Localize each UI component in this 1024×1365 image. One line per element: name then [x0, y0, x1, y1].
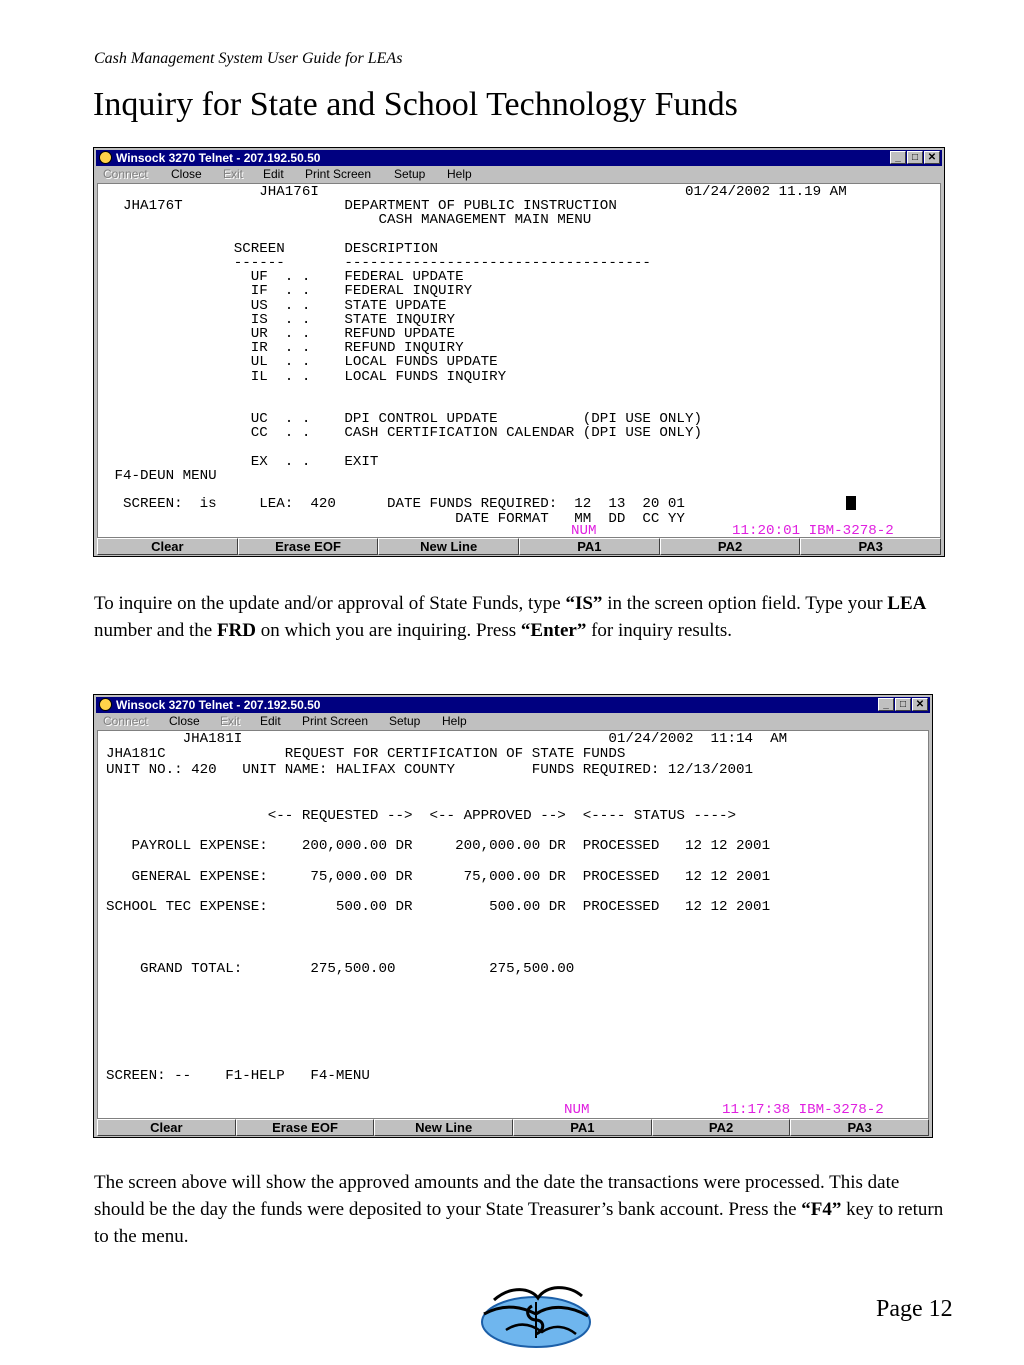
terminal-line: GRAND TOTAL: 275,500.00 275,500.00	[106, 960, 575, 977]
key-clear[interactable]: Clear	[97, 1119, 236, 1136]
key-clear[interactable]: Clear	[97, 538, 238, 555]
key-pa1[interactable]: PA1	[513, 1119, 652, 1136]
page-title: Inquiry for State and School Technology Funds	[93, 86, 738, 123]
terminal-line: JHA181I 01/24/2002 11:14 AM	[106, 731, 788, 747]
menu-close[interactable]: Close	[171, 167, 202, 181]
terminal-line: JHA181C REQUEST FOR CERTIFICATION OF STATE FUNDS	[106, 746, 626, 763]
terminal-line: UC . . DPI CONTROL UPDATE (DPI USE ONLY)	[106, 411, 702, 428]
menu-print-screen[interactable]: Print Screen	[302, 714, 369, 728]
close-icon[interactable]: ✕	[912, 698, 928, 711]
closing-paragraph	[94, 1169, 944, 1250]
menu-bar	[96, 713, 930, 730]
terminal-line: IR . . REFUND INQUIRY	[106, 340, 464, 357]
terminal-line: UNIT NO.: 420 UNIT NAME: HALIFAX COUNTY FUNDS REQUIRED: 12/13/2001	[106, 761, 754, 778]
terminal-line: SCREEN DESCRIPTION	[106, 240, 439, 257]
key-pa3[interactable]: PA3	[800, 538, 941, 555]
key-pa3[interactable]: PA3	[790, 1119, 929, 1136]
menu-help[interactable]: Help	[447, 167, 472, 181]
function-keys	[97, 1119, 929, 1136]
function-keys	[97, 538, 941, 555]
text: for inquiry results.	[586, 620, 732, 641]
terminal-line: SCREEN: -- F1-HELP F4-MENU	[106, 1067, 370, 1084]
window-title: Winsock 3270 Telnet - 207.192.50.50	[116, 698, 321, 712]
key-pa1[interactable]: PA1	[519, 538, 660, 555]
terminal-line: UR . . REFUND UPDATE	[106, 326, 456, 342]
emphasis-frd: FRD	[216, 620, 256, 641]
menu-edit[interactable]: Edit	[263, 167, 284, 181]
emphasis-enter: “Enter”	[520, 620, 587, 641]
maximize-icon[interactable]: □	[907, 151, 923, 164]
terminal-screen[interactable]	[97, 183, 941, 538]
text: on which you are inquiring. Press	[256, 620, 521, 641]
text: number and the	[94, 620, 217, 641]
terminal-line: ------ ------------------------------------	[106, 255, 651, 271]
minimize-icon[interactable]: _	[890, 151, 906, 164]
menu-exit[interactable]: Exit	[223, 167, 244, 181]
terminal-line: IL . . LOCAL FUNDS INQUIRY	[106, 368, 507, 385]
key-erase-eof[interactable]: Erase EOF	[236, 1119, 375, 1136]
status-num: NUM	[564, 1102, 590, 1118]
terminal-line: DATE FORMAT MM DD CC YY	[106, 510, 685, 527]
winsock-icon	[99, 151, 112, 164]
menu-connect[interactable]: Connect	[103, 167, 148, 181]
menu-setup[interactable]: Setup	[389, 714, 421, 728]
terminal-line: IF . . FEDERAL INQUIRY	[106, 283, 473, 300]
status-num: NUM	[571, 523, 597, 538]
key-pa2[interactable]: PA2	[652, 1119, 791, 1136]
menu-print-screen[interactable]: Print Screen	[305, 167, 372, 181]
emphasis-lea: LEA	[887, 593, 927, 614]
menu-edit[interactable]: Edit	[260, 714, 281, 728]
terminal-line: EX . . EXIT	[106, 453, 379, 470]
menu-close[interactable]: Close	[169, 714, 200, 728]
menu-exit[interactable]: Exit	[220, 714, 241, 728]
terminal-line: US . . STATE UPDATE	[106, 297, 447, 314]
menu-help[interactable]: Help	[442, 714, 467, 728]
terminal-window-main-menu	[93, 147, 945, 557]
key-new-line[interactable]: New Line	[378, 538, 519, 555]
status-clock-terminal: 11:17:38 IBM-3278-2	[722, 1102, 884, 1118]
close-icon[interactable]: ✕	[924, 151, 940, 164]
status-clock-terminal: 11:20:01 IBM-3278-2	[732, 523, 894, 538]
menu-bar	[96, 166, 942, 183]
menu-connect[interactable]: Connect	[103, 714, 148, 728]
text: To inquire on the update and/or approval of State Funds, type	[94, 593, 566, 614]
guide-header: Cash Management System User Guide for LEAs	[94, 50, 403, 67]
window-title: Winsock 3270 Telnet - 207.192.50.50	[116, 151, 321, 165]
text: The screen above will show the approved amounts and the date the transactions were processed. This date should be the day the funds were deposited to your State Treasurer’s bank account. Press the	[94, 1172, 900, 1220]
terminal-line: IS . . STATE INQUIRY	[106, 311, 456, 328]
winsock-icon	[99, 698, 112, 711]
key-pa2[interactable]: PA2	[660, 538, 801, 555]
key-new-line[interactable]: New Line	[374, 1119, 513, 1136]
terminal-line: PAYROLL EXPENSE: 200,000.00 DR 200,000.00 DR PROCESSED 12 12 2001	[106, 838, 771, 855]
terminal-line: <-- REQUESTED --> <-- APPROVED --> <---- STATUS ---->	[106, 807, 737, 824]
terminal-line: SCREEN: is LEA: 420 DATE FUNDS REQUIRED: 12 13 20 01	[106, 496, 685, 513]
terminal-cursor	[846, 496, 856, 510]
dpi-logo	[476, 1280, 596, 1350]
text: key to return to the menu.	[94, 1199, 944, 1247]
minimize-icon[interactable]: _	[878, 698, 894, 711]
emphasis-is: “IS”	[565, 593, 603, 614]
terminal-line: JHA176T DEPARTMENT OF PUBLIC INSTRUCTION	[106, 198, 617, 215]
terminal-line: GENERAL EXPENSE: 75,000.00 DR 75,000.00 DR PROCESSED 12 12 2001	[106, 868, 771, 885]
terminal-line: UL . . LOCAL FUNDS UPDATE	[106, 354, 498, 371]
terminal-line: CC . . CASH CERTIFICATION CALENDAR (DPI USE ONLY)	[106, 425, 702, 442]
terminal-line: CASH MANAGEMENT MAIN MENU	[106, 212, 592, 229]
terminal-line: JHA176I 01/24/2002 11.19 AM	[106, 184, 847, 200]
terminal-line: SCHOOL TEC EXPENSE: 500.00 DR 500.00 DR PROCESSED 12 12 2001	[106, 899, 771, 916]
terminal-line: UF . . FEDERAL UPDATE	[106, 269, 464, 286]
menu-setup[interactable]: Setup	[394, 167, 426, 181]
key-erase-eof[interactable]: Erase EOF	[238, 538, 379, 555]
page-number: Page 12	[876, 1296, 953, 1322]
text: in the screen option field. Type your	[602, 593, 888, 614]
window-titlebar	[96, 697, 930, 713]
emphasis-f4: “F4”	[801, 1199, 842, 1220]
terminal-line: F4-DEUN MENU	[106, 468, 217, 484]
instructions-paragraph	[94, 590, 944, 644]
maximize-icon[interactable]: □	[895, 698, 911, 711]
terminal-window-inquiry	[93, 694, 933, 1138]
window-titlebar	[96, 150, 942, 166]
terminal-screen[interactable]	[97, 730, 929, 1119]
